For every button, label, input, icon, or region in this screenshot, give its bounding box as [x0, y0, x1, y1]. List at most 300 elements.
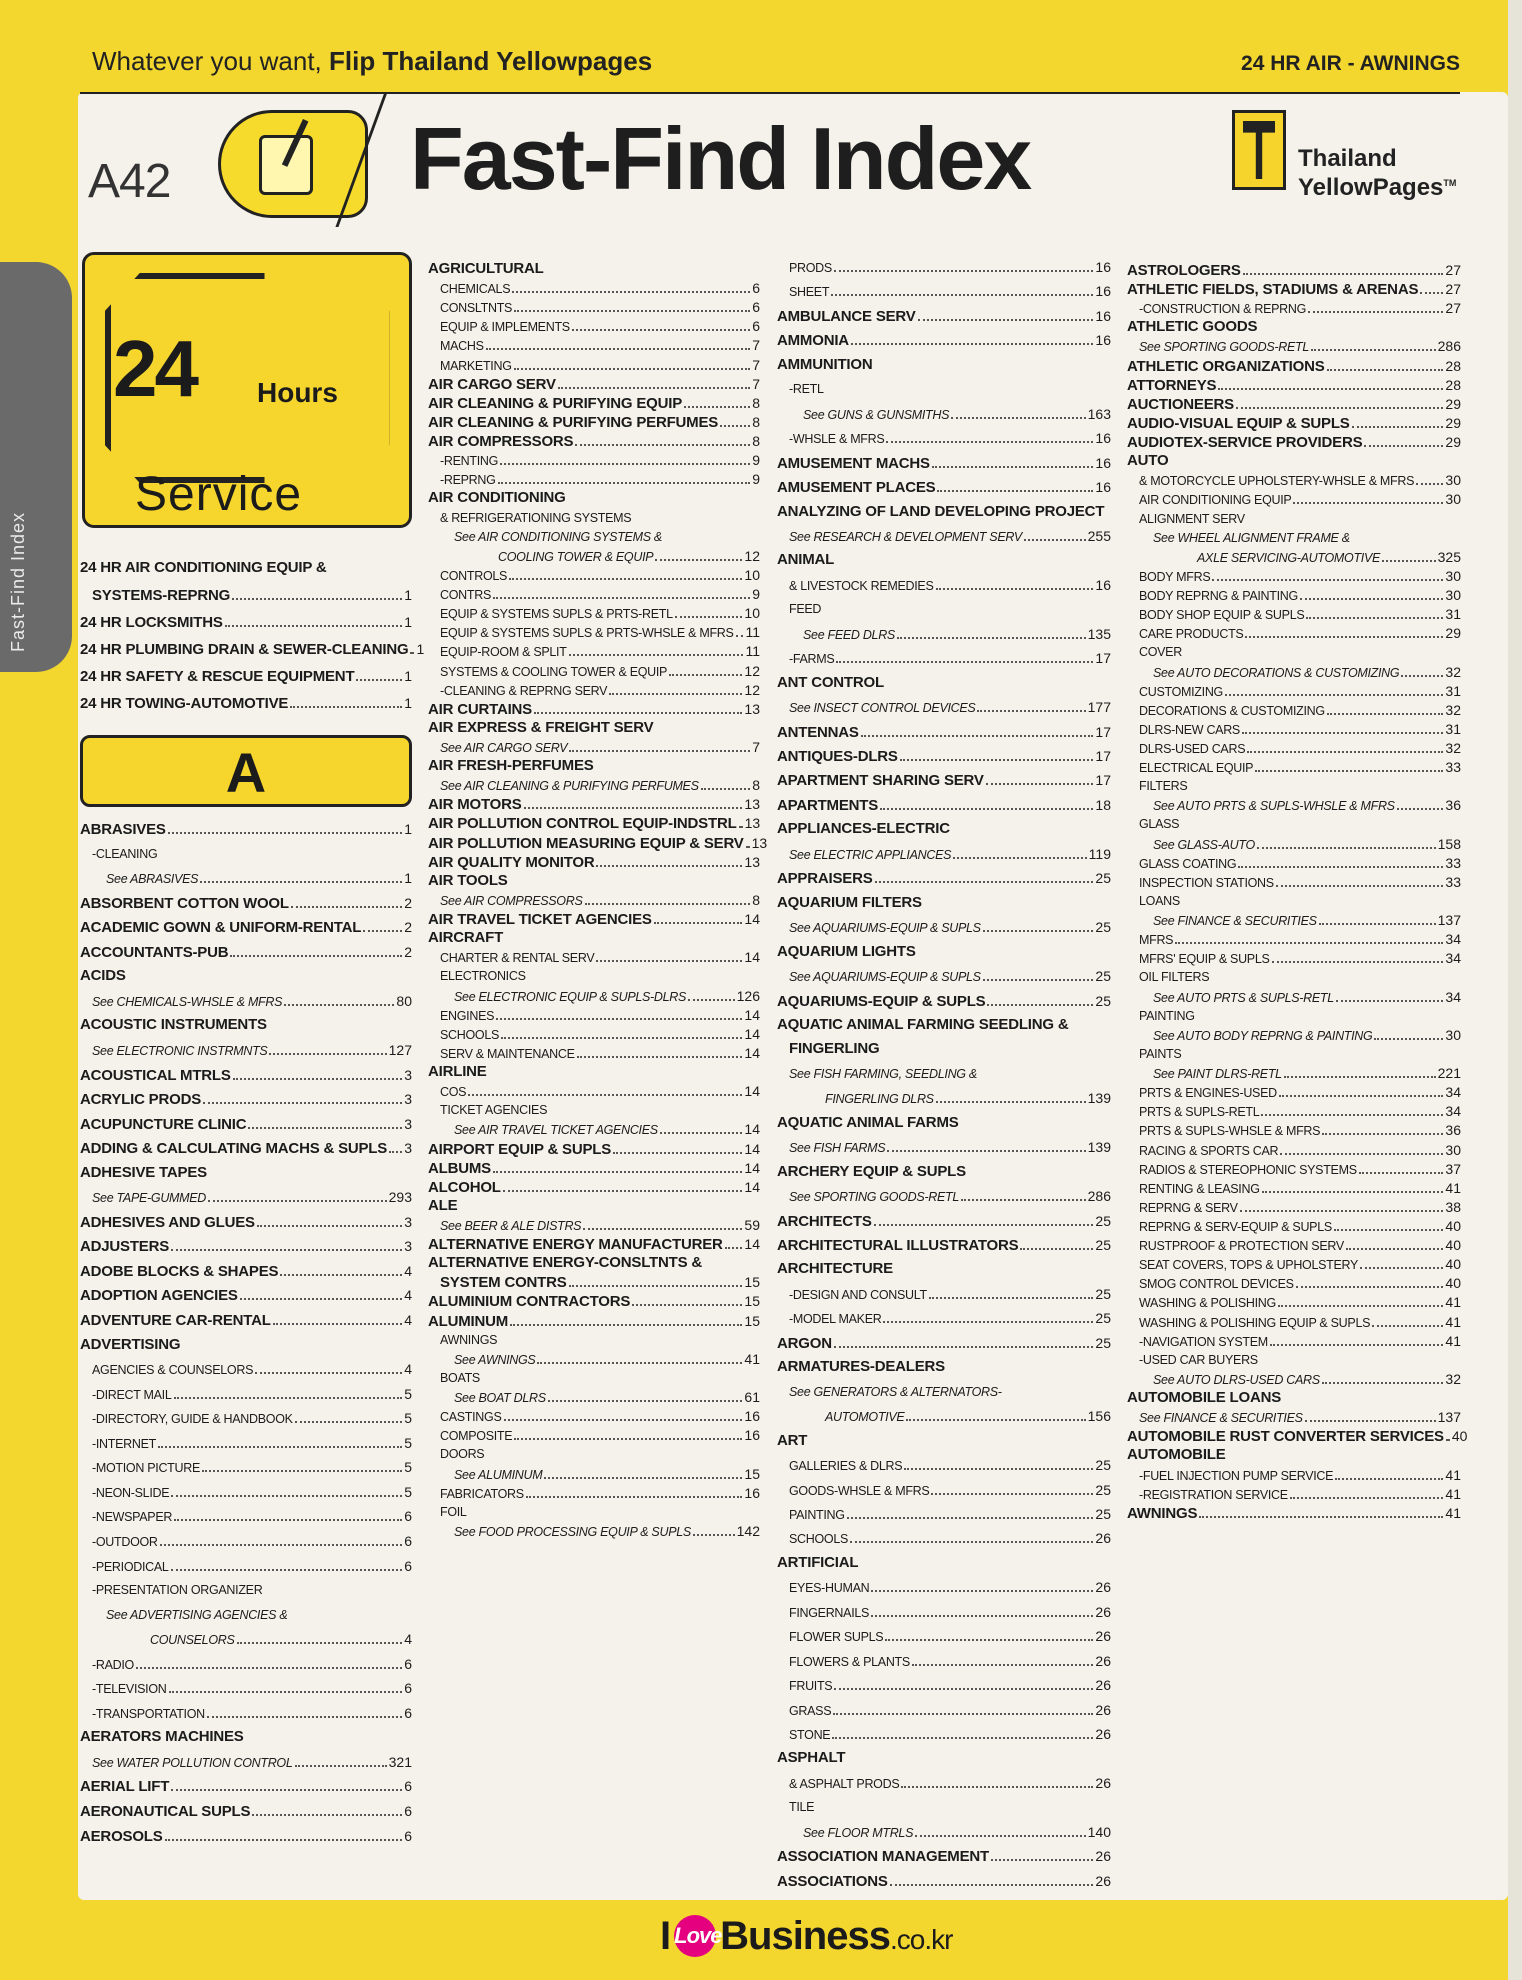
index-entry-page: 16 [1095, 332, 1111, 348]
dot-leader [701, 775, 751, 790]
dot-leader [1276, 872, 1444, 887]
index-entry-label: ALE [428, 1197, 458, 1214]
dot-leader [512, 278, 750, 293]
index-entry-page: 6 [404, 1508, 412, 1524]
index-entry-page: 17 [1095, 650, 1111, 666]
index-entry-label: See CHEMICALS-WHSLE & MFRS [92, 995, 283, 1009]
index-entry-label: -NEON-SLIDE [92, 1486, 170, 1500]
index-entry-label: & REFRIGERATIONING SYSTEMS [440, 511, 632, 525]
index-entry-page: 29 [1445, 434, 1461, 450]
index-entry-page: 6 [404, 1558, 412, 1574]
index-entry-page: 16 [1095, 308, 1111, 324]
index-entry [80, 1162, 412, 1184]
index-entry-page: 14 [744, 1160, 760, 1176]
dot-leader [575, 431, 750, 446]
index-entry-page: 4 [404, 1361, 412, 1377]
index-entry [777, 1283, 1111, 1305]
dot-leader [1270, 1331, 1444, 1346]
dot-leader [1293, 489, 1443, 504]
dot-leader [900, 746, 1094, 761]
dot-leader [1236, 394, 1443, 409]
index-entry [80, 638, 425, 660]
logo-line-2: YellowPages [1298, 174, 1444, 201]
index-entry [777, 1870, 1111, 1892]
dot-leader [233, 1065, 403, 1080]
index-entry [777, 1601, 1111, 1623]
index-entry-label: STONE [789, 1728, 831, 1742]
index-entry-page: 8 [752, 892, 760, 908]
index-entry [80, 1432, 412, 1454]
dot-leader [171, 1482, 402, 1497]
dot-leader [986, 770, 1094, 785]
dot-leader [746, 833, 750, 848]
index-entry [777, 501, 1111, 523]
footer-business: Business [720, 1914, 890, 1958]
dot-leader [389, 1138, 402, 1153]
dot-leader [569, 1272, 743, 1287]
dot-leader [459, 1195, 758, 1210]
dot-leader [489, 1061, 758, 1076]
index-entry-label: ABSORBENT COTTON WOOL [80, 895, 289, 912]
index-entry-label: GLASS [1139, 817, 1180, 831]
index-entry-page: 25 [1095, 1506, 1111, 1522]
index-entry-label: See AIR CARGO SERV [440, 741, 568, 755]
dot-leader [171, 1556, 403, 1571]
index-entry [777, 1723, 1111, 1745]
index-entry [777, 1527, 1111, 1549]
index-entry [777, 721, 1111, 743]
index-entry-page: 7 [752, 357, 760, 373]
index-entry-label: AIR CLEANING & PURIFYING EQUIP [428, 395, 683, 412]
index-entry-label: See AUTO DLRS-USED CARS [1153, 1373, 1320, 1387]
index-entry-label: TICKET AGENCIES [440, 1103, 548, 1117]
index-entry-label: -REGISTRATION SERVICE [1139, 1488, 1288, 1502]
index-entry-label: AERATORS MACHINES [80, 1728, 244, 1745]
dot-leader [169, 1678, 403, 1693]
index-entry-label: EQUIP & SYSTEMS SUPLS & PRTS-WHSLE & MFRS [440, 626, 734, 640]
index-entry-page: 25 [1095, 1237, 1111, 1253]
index-entry-page: 15 [744, 1293, 760, 1309]
index-entry-label: See FOOD PROCESSING EQUIP & SUPLS [454, 1525, 691, 1539]
index-entry-label: AUDIO-VISUAL EQUIP & SUPLS [1127, 415, 1350, 432]
index-entry-label: See ELECTRONIC INSTRMNTS [92, 1044, 268, 1058]
index-entry-label: See RESEARCH & DEVELOPMENT SERV [789, 530, 1022, 544]
index-entry [777, 1430, 1111, 1452]
index-entry-label: -TELEVISION [92, 1682, 167, 1696]
index-entry [80, 692, 412, 714]
index-entry-page: 25 [1095, 1286, 1111, 1302]
index-entry [80, 1358, 412, 1380]
index-entry-label: 24 HR LOCKSMITHS [80, 614, 223, 631]
index-entry-page: 41 [1445, 1314, 1461, 1330]
index-entry [777, 1332, 1111, 1354]
index-entry-label: ALBUMS [428, 1160, 491, 1177]
index-entry-page: 26 [1095, 1530, 1111, 1546]
dot-leader [1247, 738, 1443, 753]
index-entry-label: EYES-HUMAN [789, 1581, 870, 1595]
index-entry-label: See AUTO PRTS & SUPLS-RETL [1153, 991, 1334, 1005]
index-entry-page: 14 [744, 1083, 760, 1099]
dot-leader [504, 1406, 743, 1421]
index-entry-label: See FEED DLRS [803, 628, 895, 642]
index-entry [777, 1552, 1111, 1574]
dot-leader [165, 1826, 403, 1841]
index-entry-label: ACOUSTICAL MTRLS [80, 1067, 231, 1084]
dot-leader [918, 306, 1094, 321]
dot-leader [660, 1119, 743, 1134]
index-entry-label: AIR CARGO SERV [428, 376, 556, 393]
index-entry [80, 584, 412, 606]
dot-leader [596, 755, 758, 770]
index-entry-label: -MOTION PICTURE [92, 1461, 200, 1475]
index-entry-page: 3 [404, 1116, 412, 1132]
index-entry-page: 139 [1087, 1090, 1111, 1106]
dot-leader [826, 378, 1109, 393]
index-entry-label: AIRLINE [428, 1063, 487, 1080]
index-entry-label: PAINTING [1139, 1009, 1195, 1023]
dot-leader [947, 1356, 1109, 1371]
index-entry-label: See ADVERTISING AGENCIES & [106, 1608, 288, 1622]
page-number: A42 [88, 155, 171, 208]
index-entry [80, 1800, 412, 1822]
dot-leader [546, 258, 758, 273]
index-entry-label: ARGON [777, 1335, 832, 1352]
index-entry-label: DOORS [440, 1447, 485, 1461]
dot-leader [246, 1726, 410, 1741]
dot-leader [548, 1387, 743, 1402]
index-entry [80, 557, 412, 579]
dot-leader [1070, 1014, 1109, 1029]
index-entry [428, 334, 760, 356]
index-entry [80, 1309, 412, 1331]
index-entry-page: 13 [744, 815, 761, 831]
tagline [92, 46, 652, 77]
index-entry-label: PRTS & ENGINES-USED [1139, 1086, 1277, 1100]
index-entry-label: COUNSELORS [150, 1633, 235, 1647]
index-entry-page: 3 [404, 1140, 412, 1156]
index-entry-page: 14 [744, 949, 760, 965]
index-entry-label: FINGERLING DLRS [825, 1092, 934, 1106]
index-entry-label: ABRASIVES [80, 821, 166, 838]
index-entry-page: 16 [744, 1485, 760, 1501]
index-entry-page: 4 [404, 1312, 412, 1328]
footer-domain: .co.kr [889, 1924, 953, 1955]
index-entry-label: GALLERIES & DLRS [789, 1459, 903, 1473]
index-entry-label: See FINANCE & SECURITIES [1153, 914, 1317, 928]
index-entry-label: See GLASS-AUTO [1153, 838, 1255, 852]
index-entry-label: AMUSEMENT MACHS [777, 455, 930, 472]
dot-leader [1170, 450, 1459, 465]
side-tab[interactable] [0, 262, 72, 672]
dot-leader [875, 868, 1094, 883]
index-entry-label: ACOUSTIC INSTRUMENTS [80, 1016, 267, 1033]
dot-leader [693, 1521, 735, 1536]
dot-leader [356, 666, 402, 681]
dot-leader [255, 1359, 402, 1374]
index-entry-label: EQUIP & SYSTEMS SUPLS & PRTS-RETL [440, 607, 673, 621]
dot-leader [171, 1236, 402, 1251]
index-entry-label: AMMUNITION [777, 356, 873, 373]
index-entry [777, 672, 1111, 694]
dot-leader [684, 393, 750, 408]
index-entry-page: 40 [1445, 1275, 1461, 1291]
index-entry-page: 14 [744, 1141, 760, 1157]
dot-leader [1272, 948, 1444, 963]
index-entry [80, 1260, 412, 1282]
index-entry-page: 6 [752, 299, 760, 315]
index-entry [80, 1653, 412, 1675]
index-entry-page: 41 [1445, 1467, 1461, 1483]
index-entry-page: 25 [1095, 1457, 1111, 1473]
index-entry-label: PRTS & SUPLS-RETL [1139, 1105, 1260, 1119]
dot-leader [1306, 604, 1443, 619]
hours-number: 24 [113, 324, 196, 413]
dot-leader [890, 1871, 1094, 1886]
index-entry-label: APPLIANCES-ELECTRIC [777, 820, 950, 837]
index-entry-label: ALUMINIUM CONTRACTORS [428, 1293, 631, 1310]
index-entry-page: 26 [1095, 1873, 1111, 1889]
dot-leader [505, 927, 758, 942]
index-entry-page: 25 [1095, 870, 1111, 886]
index-entry [80, 1775, 412, 1797]
index-entry-label: CONSLTNTS [440, 301, 513, 315]
dot-leader [596, 852, 742, 867]
dot-leader [1238, 853, 1443, 868]
index-entry-label: See AIR CONDITIONING SYSTEMS & [454, 530, 662, 544]
index-entry-label: ALIGNMENT SERV [1139, 512, 1245, 526]
dot-leader [1004, 1381, 1109, 1396]
index-entry-label: CUSTOMIZING [1139, 685, 1223, 699]
index-entry-page: 7 [752, 337, 760, 353]
index-entry-label: See ALUMINUM [454, 1468, 543, 1482]
dot-leader [524, 794, 743, 809]
index-entry-page: 34 [1445, 950, 1461, 966]
index-entry-page: 40 [1445, 1237, 1461, 1253]
index-entry [777, 1479, 1111, 1501]
index-entry-label: AGRICULTURAL [428, 260, 544, 277]
dot-leader [832, 1724, 1093, 1739]
index-entry-label: ART [777, 1432, 808, 1449]
dot-leader [1189, 775, 1459, 790]
index-entry-label: ADOBE BLOCKS & SHAPES [80, 1263, 279, 1280]
index-entry-label: ATHLETIC GOODS [1127, 318, 1258, 335]
index-entry-label: ARCHERY EQUIP & SUPLS [777, 1163, 966, 1180]
index-entry [1127, 488, 1461, 510]
dot-leader [237, 1629, 403, 1644]
index-entry [80, 1505, 412, 1527]
index-entry-page: 37 [1445, 1161, 1461, 1177]
section-letter-box [80, 735, 412, 807]
dot-leader [1319, 910, 1436, 925]
index-entry [1127, 813, 1461, 835]
index-entry-label: -OUTDOOR [92, 1535, 158, 1549]
index-entry-label: -INTERNET [92, 1437, 156, 1451]
dot-leader [501, 1024, 742, 1039]
index-entry [777, 867, 1111, 889]
dot-leader [906, 1406, 1085, 1421]
dot-leader [918, 941, 1109, 956]
index-entry [777, 280, 1111, 302]
index-entry-label: SYSTEMS & COOLING TOWER & EQUIP [440, 665, 668, 679]
dot-leader [528, 965, 758, 980]
index-entry-page: 135 [1087, 626, 1111, 642]
index-entry-page: 119 [1088, 846, 1111, 862]
index-entry-label: FLOWERS & PLANTS [789, 1655, 910, 1669]
index-entry-page: 9 [752, 586, 760, 602]
index-entry [428, 487, 760, 509]
index-entry-label: AUTOMOBILE RUST CONVERTER SERVICES [1127, 1428, 1444, 1445]
index-entry [1127, 335, 1461, 357]
footer-i: I [660, 1914, 671, 1958]
dot-leader [655, 717, 758, 732]
index-entry-label: FABRICATORS [440, 1487, 524, 1501]
dot-leader [469, 1501, 758, 1516]
dot-leader [875, 354, 1110, 369]
index-entry [80, 1235, 412, 1257]
index-entry-page: 7 [752, 739, 760, 755]
index-entry [80, 1530, 412, 1552]
dot-leader [871, 1577, 1093, 1592]
dot-leader [1024, 526, 1086, 541]
index-entry [777, 1381, 1111, 1403]
dot-leader [1257, 834, 1436, 849]
index-entry-label: ACIDS [80, 967, 126, 984]
dot-leader [1280, 1140, 1443, 1155]
index-entry-label: CONTROLS [440, 569, 508, 583]
dot-leader [174, 1506, 402, 1521]
index-entry [777, 329, 1111, 351]
dot-leader [897, 624, 1086, 639]
index-entry [1127, 1119, 1461, 1141]
dot-leader [158, 1433, 402, 1448]
dot-leader [160, 1531, 403, 1546]
index-entry-page: 26 [1095, 1677, 1111, 1693]
index-entry-page: 3 [404, 1067, 412, 1083]
dot-leader [257, 1212, 402, 1227]
dot-leader [613, 1139, 742, 1154]
index-entry-label: FILTERS [1139, 779, 1188, 793]
dot-leader [1308, 298, 1443, 313]
index-entry-label: See AUTO DECORATIONS & CUSTOMIZING [1153, 666, 1400, 680]
dot-leader [664, 526, 758, 541]
index-entry [777, 1258, 1111, 1280]
dot-leader [831, 281, 1093, 296]
index-entry [777, 1650, 1111, 1672]
index-entry-page: 16 [1095, 283, 1111, 299]
index-entry [80, 1383, 412, 1405]
index-entry-label: WASHING & POLISHING EQUIP & SUPLS [1139, 1316, 1371, 1330]
dot-leader [248, 1114, 402, 1129]
index-entry-label: ANTIQUES-DLRS [777, 748, 898, 765]
dot-leader [1243, 260, 1444, 275]
dot-leader [983, 917, 1094, 932]
index-entry-label: See GUNS & GUNSMITHS [803, 408, 950, 422]
index-entry-page: 16 [1095, 577, 1111, 593]
dot-leader [874, 1211, 1094, 1226]
index-entry [777, 696, 1111, 718]
index-entry-page: 4 [404, 1287, 412, 1303]
index-entry-label: 24 HR SAFETY & RESCUE EQUIPMENT [80, 668, 355, 685]
index-entry [777, 1038, 1111, 1060]
index-entry [777, 1747, 1111, 1769]
dot-leader [1327, 700, 1444, 715]
index-entry [80, 1677, 412, 1699]
dot-leader [1352, 413, 1444, 428]
dot-leader [1397, 795, 1444, 810]
dot-leader [1247, 508, 1459, 523]
dot-leader [558, 374, 750, 389]
dot-leader [886, 428, 1093, 443]
index-entry-label: CARE PRODUCTS [1139, 627, 1244, 641]
index-entry-label: AXLE SERVICING-AUTOMOTIVE [1197, 551, 1381, 565]
dot-leader [273, 1310, 402, 1325]
dot-leader [486, 1443, 758, 1458]
index-entry-page: 32 [1445, 664, 1461, 680]
dot-leader [1327, 356, 1444, 371]
index-entry-page: 32 [1445, 702, 1461, 718]
index-entry-label: ASPHALT [777, 1749, 846, 1766]
index-entry-label: See GENERATORS & ALTERNATORS- [789, 1385, 1002, 1399]
index-entry-page: 30 [1445, 472, 1461, 488]
index-entry [428, 1520, 760, 1542]
index-entry-label: FINGERNAILS [789, 1606, 870, 1620]
index-entry-page: 61 [744, 1389, 760, 1405]
dot-leader [823, 598, 1109, 613]
index-entry-label: -CLEANING & REPRNG SERV [440, 684, 608, 698]
index-entry-page: 40 [1451, 1428, 1468, 1444]
index-entry-page: 32 [1445, 740, 1461, 756]
dot-leader [1225, 681, 1443, 696]
index-entry-label: -DESIGN AND CONSULT [789, 1288, 927, 1302]
index-entry-page: 5 [404, 1484, 412, 1500]
index-entry-label: SCHOOLS [789, 1532, 849, 1546]
index-entry-page: 25 [1095, 1213, 1111, 1229]
index-entry-label: ARCHITECTURAL ILLUSTRATORS [777, 1237, 1019, 1254]
dot-leader [1199, 1503, 1443, 1518]
index-entry [777, 403, 1111, 425]
dot-leader [847, 1504, 1094, 1519]
index-entry [777, 916, 1111, 938]
index-entry-label: RACING & SPORTS CAR [1139, 1144, 1279, 1158]
dot-leader [860, 1552, 1109, 1567]
index-entry [80, 867, 412, 889]
index-entry-label: AUTOMOBILE [1127, 1446, 1226, 1463]
index-entry-label: ASSOCIATION MANAGEMENT [777, 1848, 989, 1865]
index-entry-label: AQUATIC ANIMAL FARMS [777, 1114, 959, 1131]
index-entry-page: 14 [744, 1121, 760, 1137]
dot-leader [633, 507, 758, 522]
index-entry-page: 14 [744, 1236, 760, 1252]
page-title: Fast-Find Index [410, 109, 1031, 208]
dot-leader [871, 1602, 1093, 1617]
hours-word: Hours [257, 377, 338, 408]
24-hours-service-panel [82, 252, 412, 528]
index-entry [80, 1751, 412, 1773]
dot-leader [159, 843, 410, 858]
index-entry [777, 1503, 1111, 1525]
index-entry-page: 3 [404, 1091, 412, 1107]
index-entry-page: 140 [1087, 1824, 1111, 1840]
index-entry-label: CASTINGS [440, 1410, 502, 1424]
index-entry [80, 1604, 412, 1626]
dot-leader [569, 641, 744, 656]
index-entry-page: 25 [1095, 993, 1111, 1009]
index-entry-label: AIR TRAVEL TICKET AGENCIES [428, 911, 652, 928]
dot-leader [1245, 623, 1443, 638]
index-entry-label: CONTRS [440, 588, 491, 602]
index-entry-label: -DIRECTORY, GUIDE & HANDBOOK [92, 1412, 293, 1426]
index-entry-page: 1 [404, 614, 412, 630]
